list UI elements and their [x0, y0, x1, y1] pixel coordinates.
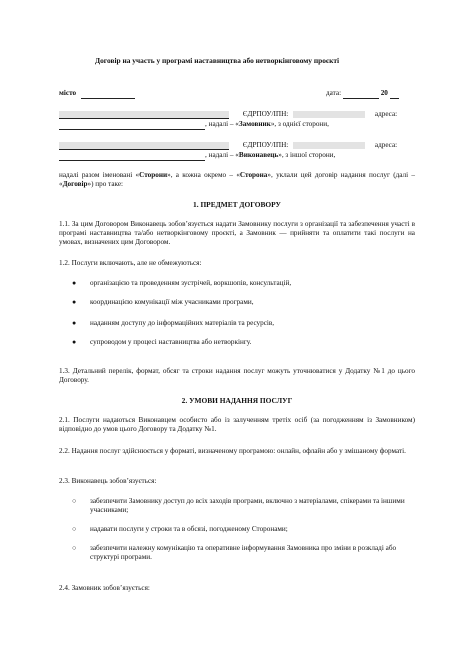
party2-role-suffix: », з іншої сторони, [278, 151, 336, 159]
party1-role-suffix: », з однієї сторони, [270, 120, 329, 128]
document-title: Договір на участь у програмі наставництва або нетворкінговому проєкті [95, 56, 340, 65]
place-blank[interactable] [81, 89, 135, 99]
section1-bullet-item: організацією та проведенням зустрічей, воркшопів, консультацій, [90, 279, 292, 287]
party1-address-label: адреса: [374, 110, 398, 118]
bullet-icon: ● [72, 298, 77, 306]
party1-line2 [59, 120, 329, 130]
party1-edrpou-label: ЄДРПОУ/ІПН: [242, 110, 289, 118]
party2-address-field[interactable] [59, 151, 205, 161]
clause-2-1: 2.1. Послуги надаються Виконавцем особисто або із залученням третіх осіб (за погодженням із Замовником) відповідно до умов цього Договору та Додатку №1. [59, 416, 415, 434]
bullet-icon: ● [72, 279, 77, 287]
section1-heading: 1. ПРЕДМЕТ ДОГОВОРУ [193, 200, 281, 209]
party2-edrpou-label: ЄДРПОУ/ІПН: [242, 141, 289, 149]
section2-bullet-item: забезпечити Замовнику доступ до всіх заходів програми, включно з матеріалами, спікерами та іншими учасниками; [90, 497, 405, 515]
party2-edrpou-field[interactable] [293, 142, 365, 149]
party2-address-label: адреса: [374, 141, 398, 149]
party1-line1 [59, 110, 397, 119]
party1-address-field[interactable] [59, 120, 205, 130]
clause-1-1: 1.1. За цим Договором Виконавець зобов’язується надати Замовнику послуги з організації та забезпечення участі в програмі наставництва та/або нетворкінговому проєкті, а Замовник — прийняти та оплатити такі послуги на умовах, визначених цим Договором. [59, 220, 415, 247]
party2-line1 [59, 141, 397, 150]
clause-1-3: 1.3. Детальний перелік, формат, обсяг та строки надання послуг можуть уточнюватися у Додатку №1 до цього Договору. [59, 367, 415, 385]
party2-name-field[interactable] [59, 142, 229, 150]
section2-heading: 2. УМОВИ НАДАННЯ ПОСЛУГ [181, 396, 293, 405]
party2-role-name: Виконавець [238, 151, 279, 159]
bullet-icon: ● [72, 338, 77, 346]
clause-1-2: 1.2. Послуги включають, але не обмежуються: [59, 259, 202, 267]
bullet-icon: ○ [72, 497, 77, 505]
bullet-icon: ● [72, 319, 77, 327]
section1-bullet-item: наданням доступу до інформаційних матеріалів та ресурсів, [90, 319, 275, 327]
bullet-icon: ○ [72, 544, 77, 552]
section2-bullet-item: забезпечити належну комунікацію та оперативне інформування Замовника про зміни в розкладі або структурі програми. [90, 544, 397, 562]
party1-name-field[interactable] [59, 111, 229, 119]
clause-2-4: 2.4. Замовник зобов’язується: [59, 584, 150, 592]
year-blank[interactable] [390, 89, 399, 99]
section1-bullet-item: супроводом у процесі наставництва або нетворкінгу. [90, 338, 252, 346]
intro-paragraph: надалі разом іменовані «Сторони», а кожна окремо – «Сторона», уклали цей договір надання послуг (далі – «Договір») про таке: [59, 171, 415, 189]
bullet-icon: ○ [72, 525, 77, 533]
clause-2-2: 2.2. Надання послуг здійснюється у форматі, визначеному програмою: онлайн, офлайн або у змішаному форматі. [59, 447, 406, 455]
party2-role-prefix: , надалі – « [205, 151, 239, 159]
party1-edrpou-field[interactable] [293, 111, 365, 118]
section1-bullet-item: координацією комунікації між учасниками програми, [90, 298, 254, 306]
party1-role-name: Замовник [238, 120, 271, 128]
clause-2-3: 2.3. Виконавець зобов’язується: [59, 477, 157, 485]
year-prefix: 20 [380, 89, 388, 97]
section2-bullet-item: надавати послуги у строки та в обсязі, погодженому Сторонами; [90, 525, 288, 533]
date-line: дата: 20 [326, 89, 399, 99]
date-label: дата [326, 89, 340, 97]
party2-line2 [59, 151, 335, 161]
party1-role-prefix: , надалі – « [205, 120, 239, 128]
place-label: місто [59, 89, 77, 97]
place-line [59, 89, 135, 99]
date-blank[interactable] [343, 89, 379, 99]
